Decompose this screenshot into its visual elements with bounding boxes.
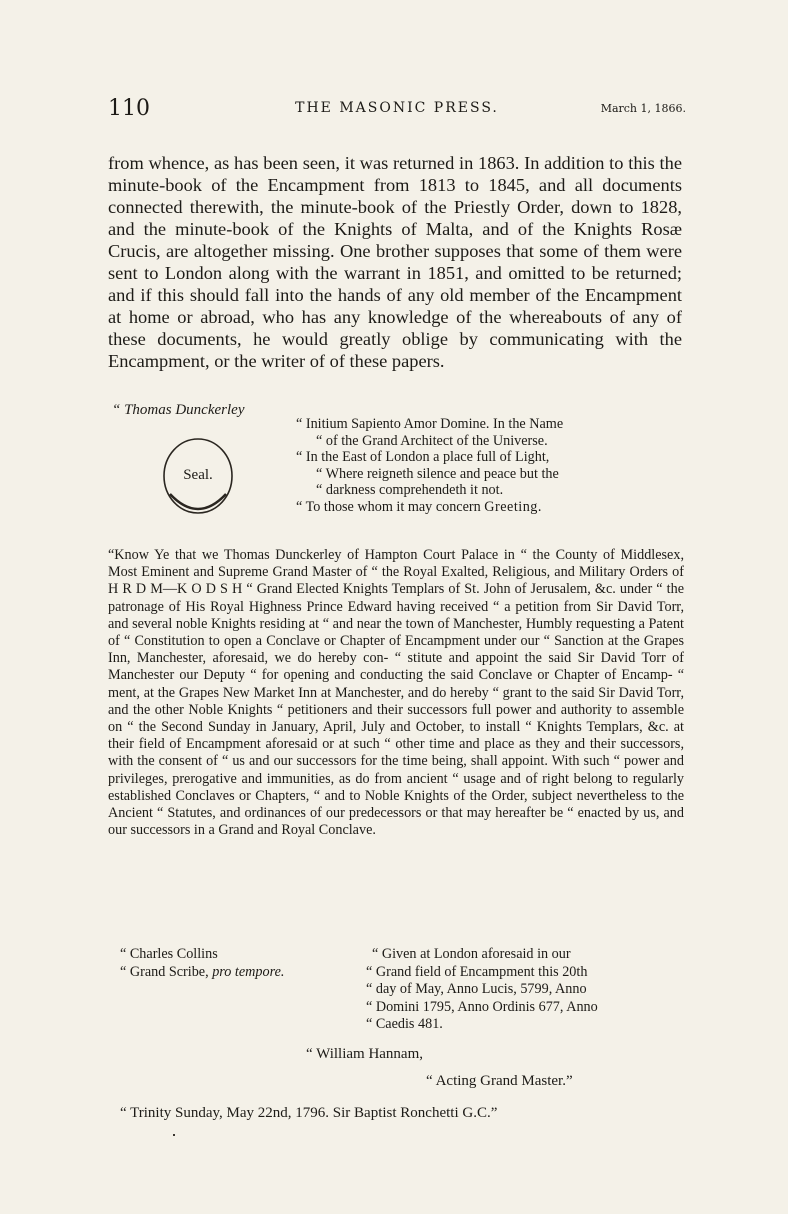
running-title: THE MASONIC PRESS.: [295, 100, 499, 116]
page-header: [108, 96, 686, 122]
signature-collins-tempore: pro tempore.: [212, 963, 285, 980]
signature-collins: [120, 946, 284, 981]
warrant-text: “Know Ye that we Thomas Dunckerley of Hampton Court Palace in “ the County of Middlesex, Most Eminent and Supreme Grand Master of “ the Royal Exalted, Religious, and Military Orders of H R D M—K O D S H “ Grand Elected Knights Templars of St. John of Jerusalem, &c. under “ the patronage of His Royal Highness Prince Edward having received “ a petition from Sir David Torr, and several noble Knights residing at “ and near the town of Manchester, Humbly requesting a Patent of “ Constitution to open a Conclave or Chapter of Encampment under our “ Sanction at the Grapes Inn, Manchester, aforesaid, we do hereby con- “ stitute and appoint the said Sir David Torr of Manchester our Deputy “ for opening and conducting the said Conclave or Chapter of Encamp- “ ment, at the Grapes New Market Inn at Manchester, and do hereby “ grant to the said Sir David Torr, and the other Noble Knights “ petitioners and their successors full power and authority to assemble on “ the Second Sunday in January, April, July and October, to install “ Knights Templars, &c. at their field of Encampment aforesaid or at such “ other time and place as they and their successors, with the consent of “ us and our successors for the time being, shall appoint. With such “ power and privileges, prerogative and immunities, as do from ancient “ usage and of right belong to regularly established Conclaves or Chapters, “ and to Noble Knights of the Order, subject nevertheless to the Ancient “ Statutes, and ordinances of our predecessors or that may hereafter be “ enacted by us, and our successors in a Grand and Royal Conclave.: [108, 547, 684, 839]
signature-hannam: “ William Hannam,: [306, 1046, 424, 1062]
warrant-motto: [296, 416, 686, 515]
issue-date: March 1, 1866.: [600, 102, 686, 115]
motto-line: “ Where reigneth silence and peace but the: [316, 465, 559, 482]
signature-dunckerley: “ Thomas Dunckerley: [112, 402, 245, 418]
page-number: 110: [108, 96, 150, 121]
given-line: “ Caedis 481.: [366, 1016, 443, 1032]
motto-greeting-word: Greeting.: [484, 498, 542, 515]
body-paragraph: from whence, as has been seen, it was returned in 1863. In addition to this the minute-book of the Encampment from 1813 to 1845, and all documents connected therewith, the minute-book of the Priestly Order, down to 1828, and the minute-book of the Knights of Malta, and of the Knights Rosæ Crucis, are altogether missing. One brother supposes that some of them were sent to London along with the warrant in 1851, and omitted to be returned; and if this should fall into the hands of any old member of the Encampment at home or abroad, who has any knowledge of the whereabouts of any of these documents, he would greatly oblige by communicating with the Encampment, or the writer of of these papers.: [108, 153, 682, 371]
trinity-sunday-line: “ Trinity Sunday, May 22nd, 1796. Sir Baptist Ronchetti G.C.”: [120, 1105, 498, 1121]
motto-greeting-line: [296, 499, 686, 516]
seal-label: Seal.: [183, 467, 213, 483]
motto-line: “ Initium Sapiento Amor Domine. In the Name: [296, 416, 564, 432]
motto-line: “ In the East of London a place full of Light,: [296, 449, 550, 465]
signature-collins-role: “ Grand Scribe,: [120, 963, 213, 980]
acting-grand-master: “ Acting Grand Master.”: [426, 1073, 573, 1089]
given-at-london: [366, 946, 684, 1034]
signature-collins-title: [120, 964, 284, 982]
motto-greeting-prefix: “ To those whom it may concern: [296, 498, 485, 515]
given-line: “ Grand field of Encampment this 20th: [366, 963, 588, 980]
motto-line: “ of the Grand Architect of the Universe.: [316, 432, 548, 449]
seal-mark: [160, 436, 236, 516]
signature-collins-name: “ Charles Collins: [120, 946, 218, 962]
given-line: “ Given at London aforesaid in our: [372, 946, 571, 962]
print-speck: [173, 1134, 175, 1136]
given-line: “ day of May, Anno Lucis, 5799, Anno: [366, 981, 587, 997]
motto-line: “ darkness comprehendeth it not.: [316, 482, 504, 498]
given-line: “ Domini 1795, Anno Ordinis 677, Anno: [366, 998, 598, 1015]
